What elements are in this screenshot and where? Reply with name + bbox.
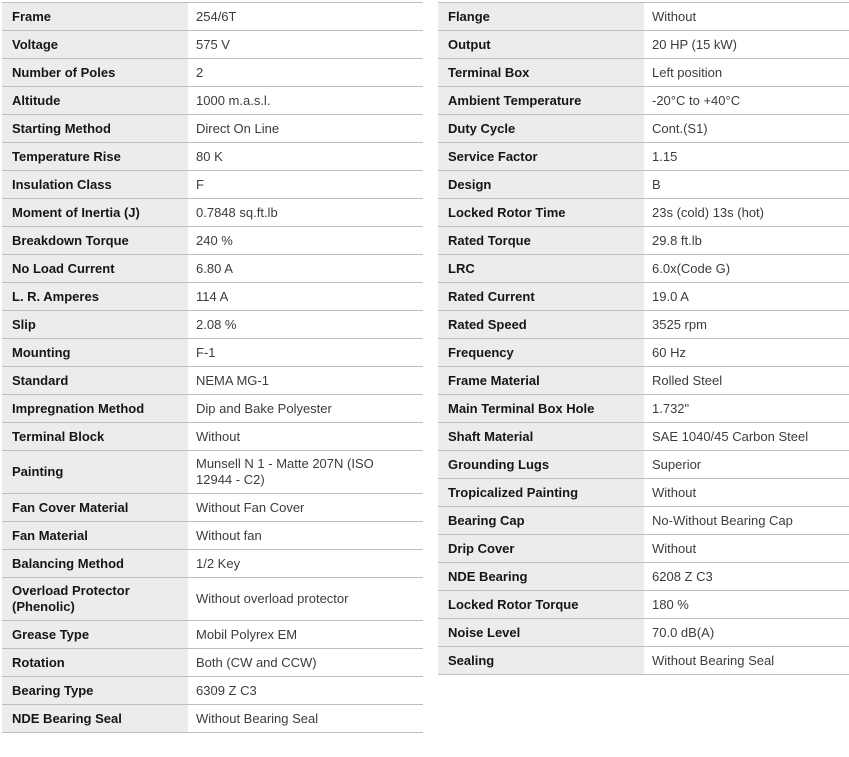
spec-label: Locked Rotor Torque [438, 591, 644, 618]
spec-label: Grounding Lugs [438, 451, 644, 478]
spec-label: Bearing Cap [438, 507, 644, 534]
table-row [438, 115, 849, 143]
table-row [2, 87, 423, 115]
table-row [2, 143, 423, 171]
spec-label: Terminal Box [438, 59, 644, 86]
spec-label: Drip Cover [438, 535, 644, 562]
spec-value: 2.08 % [196, 316, 237, 332]
spec-label: Rated Torque [438, 227, 644, 254]
spec-value: 3525 rpm [652, 316, 707, 332]
spec-value: SAE 1040/45 Carbon Steel [652, 428, 809, 444]
spec-label: LRC [438, 255, 644, 282]
table-row [438, 255, 849, 283]
spec-label: Duty Cycle [438, 115, 644, 142]
spec-label: Bearing Type [2, 677, 188, 704]
spec-label: Standard [2, 367, 188, 394]
spec-label: Fan Material [2, 522, 188, 549]
table-row [2, 550, 423, 578]
spec-value: Without [652, 540, 697, 556]
spec-value: 19.0 A [652, 288, 689, 304]
spec-value: 23s (cold) 13s (hot) [652, 204, 764, 220]
spec-label: Locked Rotor Time [438, 199, 644, 226]
table-row [438, 311, 849, 339]
spec-value: 240 % [196, 232, 233, 248]
spec-value: 1/2 Key [196, 555, 241, 571]
spec-label: Service Factor [438, 143, 644, 170]
spec-label: Ambient Temperature [438, 87, 644, 114]
spec-label: Voltage [2, 31, 188, 58]
table-row [2, 31, 423, 59]
spec-label: Flange [438, 3, 644, 30]
spec-label: Sealing [438, 647, 644, 674]
table-row [2, 423, 423, 451]
table-row [2, 649, 423, 677]
spec-label: Painting [2, 451, 188, 493]
table-row [438, 591, 849, 619]
spec-value: 1.732" [652, 400, 690, 416]
spec-value: B [652, 176, 661, 192]
spec-value: Munsell N 1 - Matte 207N (ISO 12944 - C2) [196, 456, 374, 487]
table-row [438, 619, 849, 647]
spec-table-right [438, 2, 849, 733]
spec-value: Without Bearing Seal [652, 652, 775, 668]
spec-value: Dip and Bake Polyester [196, 400, 332, 416]
spec-label: Frame Material [438, 367, 644, 394]
spec-value: 60 Hz [652, 344, 686, 360]
spec-label: Main Terminal Box Hole [438, 395, 644, 422]
table-row [2, 171, 423, 199]
spec-value: Without [652, 8, 697, 24]
table-row [438, 451, 849, 479]
spec-label: Tropicalized Painting [438, 479, 644, 506]
spec-label: Moment of Inertia (J) [2, 199, 188, 226]
spec-value: 70.0 dB(A) [652, 624, 715, 640]
table-row [438, 647, 849, 675]
spec-value: Without [652, 484, 697, 500]
table-row [438, 395, 849, 423]
spec-value: 2 [196, 64, 204, 80]
spec-value: Without fan [196, 527, 262, 543]
table-row [2, 3, 423, 31]
table-row [2, 395, 423, 423]
spec-value: 80 K [196, 148, 223, 164]
table-row [438, 507, 849, 535]
spec-value: 575 V [196, 36, 230, 52]
table-row [438, 479, 849, 507]
table-row [438, 563, 849, 591]
spec-value: Both (CW and CCW) [196, 654, 317, 670]
spec-label: Starting Method [2, 115, 188, 142]
spec-value: 6309 Z C3 [196, 682, 257, 698]
table-row [438, 31, 849, 59]
table-row [438, 423, 849, 451]
table-row [438, 87, 849, 115]
spec-value: 6208 Z C3 [652, 568, 713, 584]
spec-label: Rated Speed [438, 311, 644, 338]
spec-value: 1.15 [652, 148, 678, 164]
spec-value: No-Without Bearing Cap [652, 512, 793, 528]
table-row [2, 115, 423, 143]
table-row [2, 255, 423, 283]
spec-label: Insulation Class [2, 171, 188, 198]
table-row [2, 578, 423, 621]
spec-table-left [2, 2, 423, 733]
spec-value: 1000 m.a.s.l. [196, 92, 271, 108]
spec-label: Overload Protector (Phenolic) [2, 578, 188, 620]
spec-label: Shaft Material [438, 423, 644, 450]
table-row [438, 143, 849, 171]
table-row [438, 339, 849, 367]
spec-value: 20 HP (15 kW) [652, 36, 738, 52]
spec-value: 0.7848 sq.ft.lb [196, 204, 278, 220]
spec-label: No Load Current [2, 255, 188, 282]
table-row [2, 367, 423, 395]
spec-value: 6.80 A [196, 260, 233, 276]
spec-label: Noise Level [438, 619, 644, 646]
spec-label: Design [438, 171, 644, 198]
table-row [2, 227, 423, 255]
table-row [438, 535, 849, 563]
spec-label: Terminal Block [2, 423, 188, 450]
spec-label: Output [438, 31, 644, 58]
table-row [2, 705, 423, 733]
spec-value: Without [196, 428, 241, 444]
table-row [2, 677, 423, 705]
table-row [2, 283, 423, 311]
spec-label: Slip [2, 311, 188, 338]
spec-value: Direct On Line [196, 120, 280, 136]
spec-label: L. R. Amperes [2, 283, 188, 310]
spec-label: NDE Bearing Seal [2, 705, 188, 732]
table-row [438, 59, 849, 87]
spec-label: Breakdown Torque [2, 227, 188, 254]
spec-label: Altitude [2, 87, 188, 114]
spec-value: F-1 [196, 344, 216, 360]
spec-label: NDE Bearing [438, 563, 644, 590]
spec-value: 180 % [652, 596, 689, 612]
spec-label: Impregnation Method [2, 395, 188, 422]
spec-value: -20°C to +40°C [652, 92, 741, 108]
table-row [438, 367, 849, 395]
spec-label: Rated Current [438, 283, 644, 310]
table-row [438, 171, 849, 199]
table-row [2, 311, 423, 339]
spec-label: Mounting [2, 339, 188, 366]
spec-label: Grease Type [2, 621, 188, 648]
spec-label: Balancing Method [2, 550, 188, 577]
table-row [2, 199, 423, 227]
spec-value: 114 A [196, 288, 229, 304]
table-row [2, 451, 423, 494]
spec-label: Rotation [2, 649, 188, 676]
spec-value: F [196, 176, 204, 192]
table-row [438, 199, 849, 227]
table-row [2, 494, 423, 522]
spec-value: 254/6T [196, 8, 237, 24]
table-row [2, 522, 423, 550]
spec-label: Fan Cover Material [2, 494, 188, 521]
spec-label: Temperature Rise [2, 143, 188, 170]
spec-value: Without Bearing Seal [196, 710, 319, 726]
spec-value: Cont.(S1) [652, 120, 708, 136]
table-row [438, 283, 849, 311]
spec-value: NEMA MG-1 [196, 372, 269, 388]
table-row [2, 59, 423, 87]
spec-label: Frequency [438, 339, 644, 366]
spec-label: Number of Poles [2, 59, 188, 86]
spec-value: Without overload protector [196, 591, 349, 606]
spec-value: 29.8 ft.lb [652, 232, 702, 248]
table-row [2, 621, 423, 649]
table-row [438, 227, 849, 255]
table-row [2, 339, 423, 367]
table-row [438, 3, 849, 31]
spec-label: Frame [2, 3, 188, 30]
spec-value: Left position [652, 64, 723, 80]
spec-value: Without Fan Cover [196, 499, 305, 515]
spec-value: Mobil Polyrex EM [196, 626, 298, 642]
spec-value: Superior [652, 456, 702, 472]
spec-value: 6.0x(Code G) [652, 260, 731, 276]
spec-value: Rolled Steel [652, 372, 723, 388]
